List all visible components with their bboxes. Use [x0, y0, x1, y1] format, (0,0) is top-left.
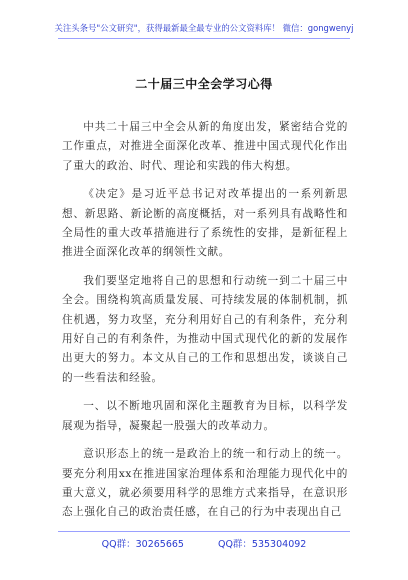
document-body — [62, 118, 348, 532]
paragraph: 意识形态上的统一是政治上的统一和行动上的统一。要充分利用xx在推进国家治理体系和治理能力现代化中的重大意义，就必须要用科学的思维方式来指导，在意识形态上强化自己的政治责任感，在自己的行为中表现出自己 — [62, 448, 348, 519]
paragraph: 一、以不断地巩固和深化主题教育为目标，以科学发展观为指导，凝聚起一股强大的改革动力。 — [62, 400, 348, 432]
footer-qq-group-2: QQ群：535304092 — [217, 539, 307, 550]
header-divider — [58, 38, 350, 39]
document-title: 二十届三中全会学习心得 — [135, 77, 273, 91]
footer-qq-group-1: QQ群：30265665 — [101, 539, 184, 550]
paragraph: 我们要坚定地将自己的思想和行动统一到二十届三中全会。围绕构筑高质量发展、可持续发展的体制机制，抓住机遇，努力攻坚，充分利用好自己的有利条件，充分利用好自己的有利条件，为推动中国式现代化的新的发展作出更大的努力。本文从自己的工作和思想出发，谈谈自己的一些看法和经验。 — [62, 274, 348, 384]
paragraph: 《决定》是习近平总书记对改革提出的一系列新思想、新思路、新论断的高度概括，对一系列具有战略性和全局性的重大改革措施进行了系统性的安排，是新征程上推进全面深化改革的纲领性文献。 — [62, 188, 348, 259]
footer-divider — [58, 531, 350, 532]
footer-contacts — [0, 536, 408, 550]
header-notice: 关注头条号"公文研究"，获得最新最全最专业的公文资料库！ 微信：gongwenyj — [54, 23, 354, 33]
paragraph: 中共二十届三中全会从新的角度出发，紧密结合党的工作重点，对推进全面深化改革、推进中国式现代化作出了重大的政治、时代、理论和实践的伟大构想。 — [62, 121, 348, 172]
